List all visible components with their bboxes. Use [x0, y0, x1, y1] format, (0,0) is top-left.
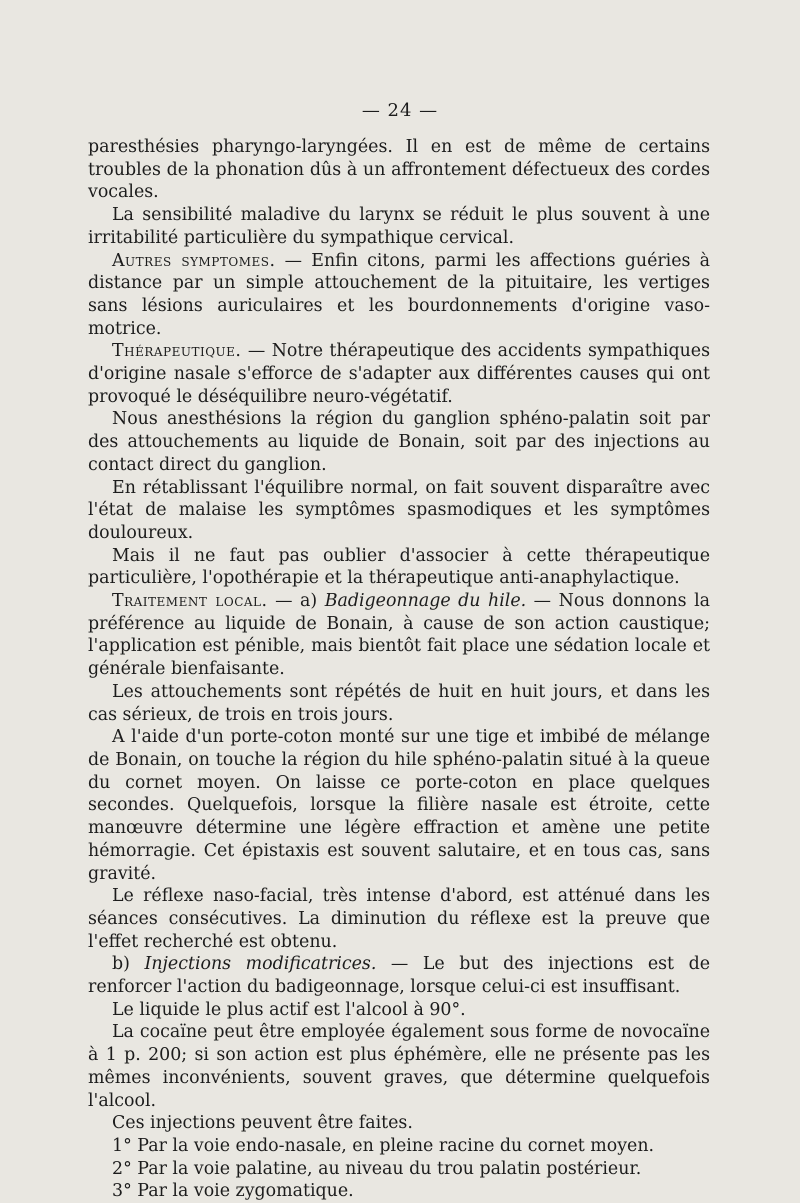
body-text	[88, 136, 710, 1203]
paragraph: Les attouchements sont répétés de huit en huit jours, et dans les cas sérieux, de trois en trois jours.	[88, 681, 710, 725]
paragraph: Mais il ne faut pas oublier d'associer à cette thérapeutique particulière, l'opothérapie et la thérapeutique anti-anaphylactique.	[88, 545, 710, 589]
page-number: — 24 —	[361, 100, 439, 121]
paragraph: Traitement local. — a) Badigeonnage du hile. — Nous donnons la préférence au liquide de Bonain, à cause de son action caustique; l'application est pénible, mais bientôt fait place une sédation locale et générale bienfaisante.	[88, 591, 710, 680]
subsection-heading: Injections modificatrices.	[144, 954, 377, 975]
paragraph: paresthésies pharyngo-laryngées. Il en est de même de certains troubles de la phonation dûs à un affrontement défectueux des cordes vocales.	[88, 137, 710, 203]
section-heading: Thérapeutique.	[112, 341, 242, 362]
list-item: 3° Par la voie zygomatique.	[112, 1181, 354, 1202]
paragraph: Le réflexe naso-facial, très intense d'abord, est atténué dans les séances consécutives. La diminution du réflexe est la preuve que l'effet recherché est obtenu.	[88, 886, 710, 952]
paragraph: Nous anesthésions la région du ganglion sphéno-palatin soit par des attouchements au liquide de Bonain, soit par des injections au contact direct du ganglion.	[88, 409, 710, 475]
paragraph: En rétablissant l'équilibre normal, on fait souvent disparaître avec l'état de malaise les symptômes spasmodiques et les symptômes douloureux.	[88, 477, 710, 543]
list-item: 2° Par la voie palatine, au niveau du trou palatin postérieur.	[112, 1158, 642, 1179]
paragraph: Autres symptomes. — Enfin citons, parmi les affections guéries à distance par un simple attouchement de la pituitaire, les vertiges sans lésions auriculaires et les bourdonnements d'origine vaso-motrice.	[88, 250, 710, 339]
section-heading: Traitement local.	[112, 591, 268, 612]
paragraph: Ces injections peuvent être faites.	[112, 1113, 413, 1134]
paragraph: Thérapeutique. — Notre thérapeutique des accidents sympathiques d'origine nasale s'efforce de s'adapter aux différentes causes qui ont provoqué le déséquilibre neuro-végétatif.	[88, 341, 710, 407]
paragraph: Le liquide le plus actif est l'alcool à 90°.	[112, 999, 466, 1020]
subsection-heading: Badigeonnage du hile.	[324, 591, 527, 612]
list-item: 1° Par la voie endo-nasale, en pleine racine du cornet moyen.	[112, 1135, 655, 1156]
section-heading: Autres symptomes.	[112, 250, 276, 271]
paragraph: b) Injections modificatrices. — Le but des injections est de renforcer l'action du badigeonnage, lorsque celui-ci est insuffisant.	[88, 954, 710, 998]
paragraph: A l'aide d'un porte-coton monté sur une tige et imbibé de mélange de Bonain, on touche la région du hile sphéno-palatin situé à la queue du cornet moyen. On laisse ce porte-coton en place quelques secondes. Quelquefois, lorsque la filière nasale est étroite, cette manœuvre détermine une légère effraction et amène une petite hémorragie. Cet épistaxis est souvent salutaire, et en tous cas, sans gravité.	[88, 727, 710, 884]
paragraph: La sensibilité maladive du larynx se réduit le plus souvent à une irritabilité particulière du sympathique cervical.	[88, 205, 710, 248]
paragraph: La cocaïne peut être employée également sous forme de novocaïne à 1 p. 200; si son action est plus éphémère, elle ne présente pas les mêmes inconvénients, souvent graves, que détermine quelquefois l'alcool.	[88, 1022, 710, 1111]
